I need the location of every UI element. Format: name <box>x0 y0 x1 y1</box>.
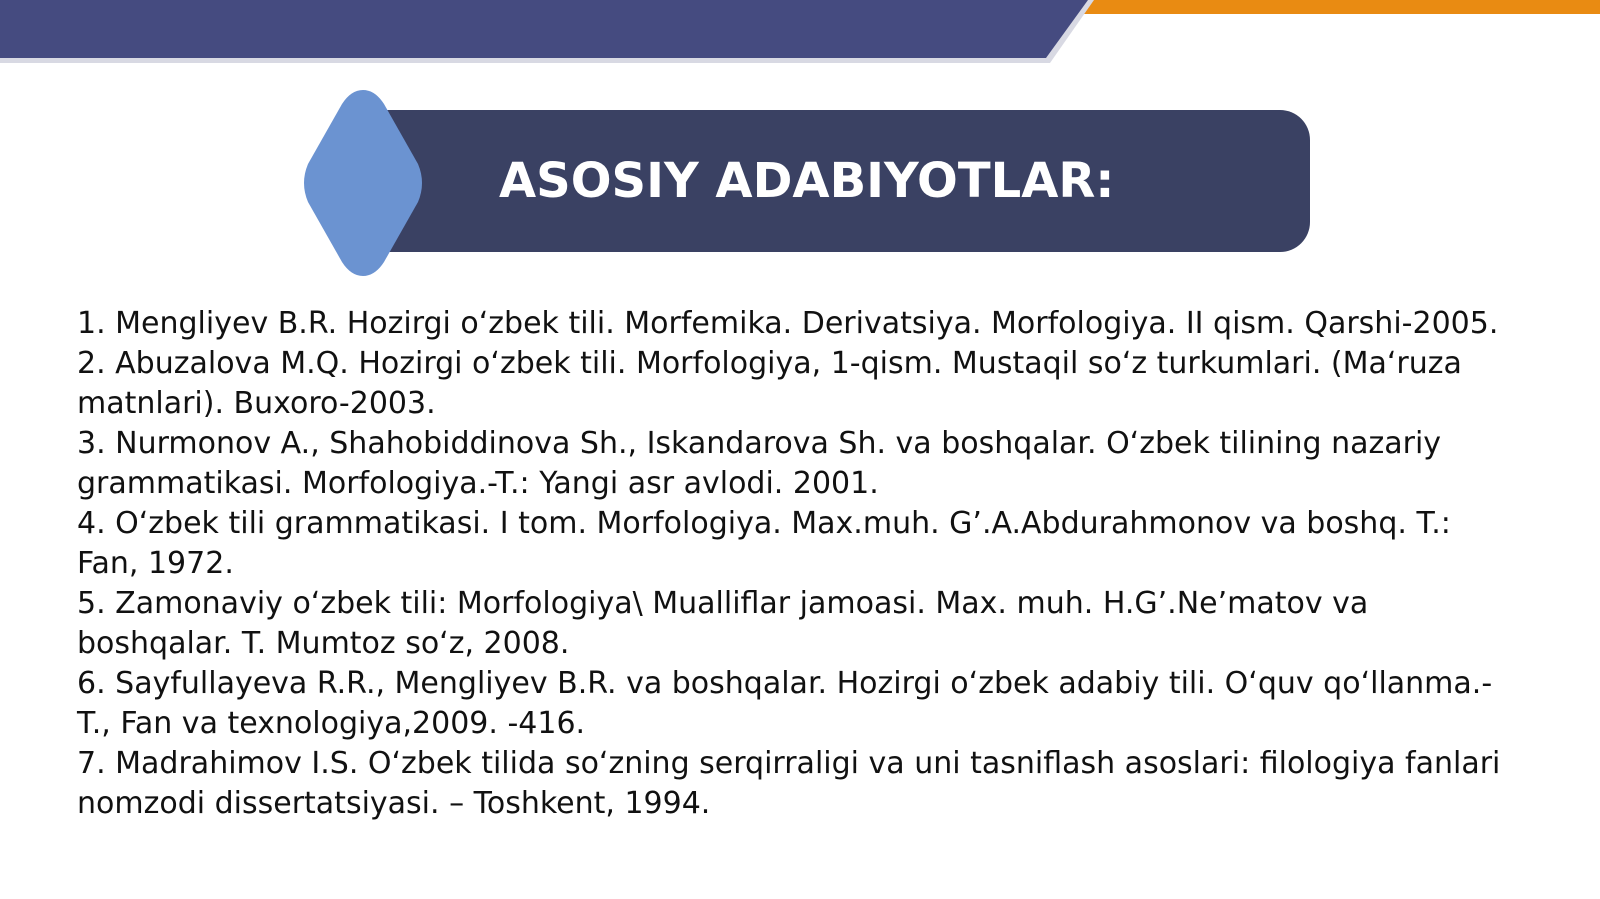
diamond-shape <box>300 86 426 280</box>
list-item: 1. Mengliyev B.R. Hozirgi o‘zbek tili. Morfemika. Derivatsiya. Morfologiya. II qism. Qarshi-2005. <box>77 306 1499 341</box>
title-banner <box>300 86 1312 280</box>
reference-list <box>77 304 1517 824</box>
header-band-shape <box>0 0 1088 58</box>
list-item: 4. O‘zbek tili grammatikasi. I tom. Morfologiya. Max.muh. G’.A.Abdurahmonov va boshq. T.: Fan, 1972. <box>77 506 1451 581</box>
list-item: 7. Madrahimov I.S. O‘zbek tilida so‘zning serqirraligi va uni tasniflash asoslari: filologiya fanlari nomzodi dissertatsiyasi. – Toshkent, 1994. <box>77 746 1501 821</box>
list-item: 6. Sayfullayeva R.R., Mengliyev B.R. va boshqalar. Hozirgi o‘zbek adabiy tili. O‘quv qo‘llanma.-T., Fan va texnologiya,2009. -416. <box>77 666 1493 741</box>
list-item: 3. Nurmonov A., Shahobiddinova Sh., Iskandarova Sh. va boshqalar. O‘zbek tilining nazariy grammatikasi. Morfologiya.-T.: Yangi asr avlodi. 2001. <box>77 426 1442 501</box>
page-title: ASOSIY ADABIYOTLAR: <box>499 153 1115 209</box>
header-band <box>0 0 1600 70</box>
list-item: 5. Zamonaviy o‘zbek tili: Morfologiya\ Mualliflar jamoasi. Max. muh. H.G’.Ne’matov va boshqalar. T. Mumtoz so‘z, 2008. <box>77 586 1369 661</box>
list-item: 2. Abuzalova M.Q. Hozirgi o‘zbek tili. Morfologiya, 1-qism. Mustaqil so‘z turkumlari. (Ma‘ruza matnlari). Buxoro-2003. <box>77 346 1462 421</box>
header-accent-stripe <box>1070 0 1600 14</box>
